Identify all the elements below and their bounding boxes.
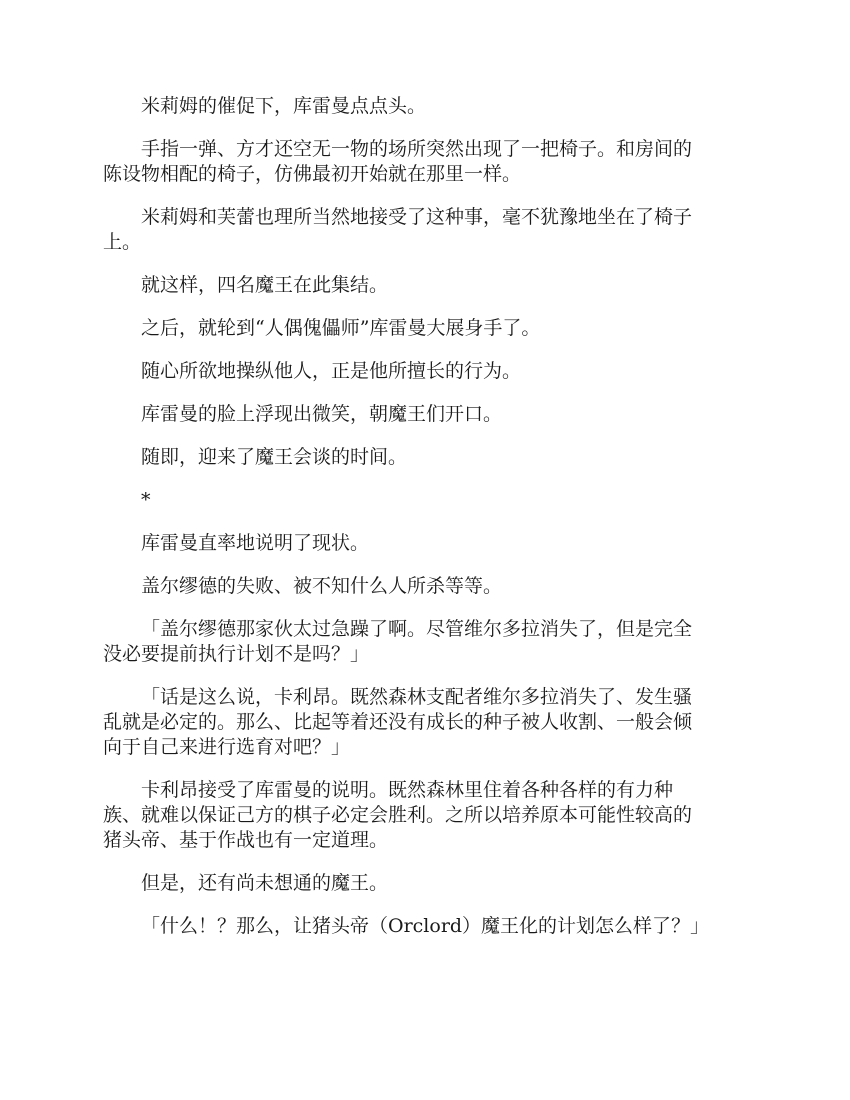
paragraph-line: 乱就是必定的。那么、比起等着还没有成长的种子被人收割、一般会倾 [103,711,693,733]
paragraph [103,778,750,853]
paragraph-line: 「话是这么说，卡利昂。既然森林支配者维尔多拉消失了、发生骚 [141,686,693,708]
paragraph-line: 「什么！？那么，让猪头帝（Orclord）魔王化的计划怎么样了？」 [141,915,710,937]
paragraph [103,685,750,760]
paragraph [103,531,750,556]
paragraph [103,914,750,939]
paragraph [103,273,750,298]
paragraph [103,617,750,667]
paragraph-line: 随即，迎来了魔王会谈的时间。 [141,446,408,468]
paragraph [103,316,750,341]
paragraph-line: 没必要提前执行计划不是吗？」 [103,643,370,665]
paragraph [103,871,750,896]
paragraph-line: 陈设物相配的椅子，仿佛最初开始就在那里一样。 [103,163,522,185]
paragraph-line: 随心所欲地操纵他人，正是他所擅长的行为。 [141,360,522,382]
paragraph-line: 米莉姆和芙蕾也理所当然地接受了这种事，毫不犹豫地坐在了椅子 [141,206,693,228]
paragraph-line: 之后，就轮到“人偶傀儡师”库雷曼大展身手了。 [141,317,541,339]
paragraph-line: 「盖尔缪德那家伙太过急躁了啊。尽管维尔多拉消失了，但是完全 [141,618,693,640]
paragraph-line: 猪头帝、基于作战也有一定道理。 [103,829,389,851]
paragraph [103,205,750,255]
paragraph-line: 盖尔缪德的失败、被不知什么人所杀等等。 [141,575,503,597]
paragraph-line: 向于自己来进行选育对吧？」 [103,736,351,758]
paragraph-line: 族、就难以保证己方的棋子必定会胜利。之所以培养原本可能性较高的 [103,804,693,826]
paragraph-line: 但是，还有尚未想通的魔王。 [141,872,389,894]
paragraph-line: 上。 [103,231,142,253]
paragraph-line: 库雷曼的脸上浮现出微笑，朝魔王们开口。 [141,403,503,425]
paragraph-line: 库雷曼直率地说明了现状。 [141,532,370,554]
paragraph-line: 手指一弹、方才还空无一物的场所突然出现了一把椅子。和房间的 [141,138,693,160]
paragraph [103,574,750,599]
paragraph-line: * [141,489,151,511]
paragraph [103,488,750,513]
paragraph [103,94,750,119]
paragraph-line: 就这样，四名魔王在此集结。 [141,274,389,296]
paragraph [103,445,750,470]
paragraph [103,137,750,187]
paragraph [103,402,750,427]
paragraph [103,359,750,384]
paragraph-line: 卡利昂接受了库雷曼的说明。既然森林里住着各种各样的有力种 [141,779,674,801]
paragraph-line: 米莉姆的催促下，库雷曼点点头。 [141,95,427,117]
